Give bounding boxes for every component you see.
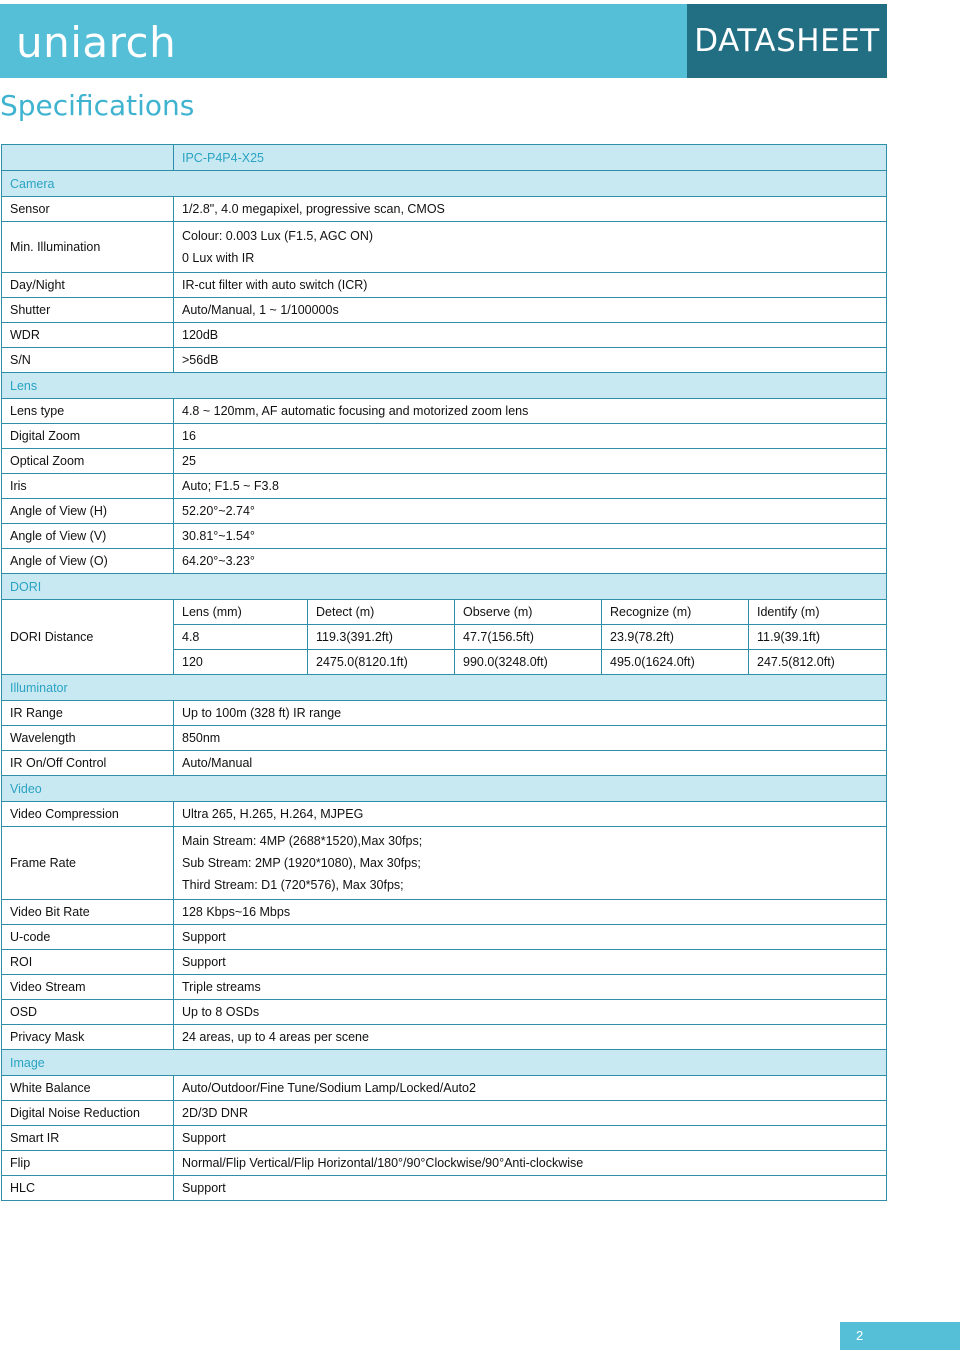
section-title: Lens — [2, 373, 887, 399]
spec-row — [2, 751, 887, 776]
page-number: 2 — [840, 1322, 960, 1350]
spec-row — [2, 222, 887, 273]
spec-value-line: Sub Stream: 2MP (1920*1080), Max 30fps; — [182, 856, 421, 870]
dori-cell: 11.9(39.1ft) — [749, 625, 887, 650]
dori-column-header: Lens (mm) — [174, 600, 308, 625]
dori-label: DORI Distance — [2, 600, 174, 675]
spec-label: Flip — [2, 1151, 174, 1176]
spec-label: Privacy Mask — [2, 1025, 174, 1050]
dori-column-header: Identify (m) — [749, 600, 887, 625]
spec-row — [2, 399, 887, 424]
dori-cell: 990.0(3248.0ft) — [455, 650, 602, 675]
spec-label: Angle of View (V) — [2, 524, 174, 549]
spec-row — [2, 1000, 887, 1025]
spec-value: 128 Kbps~16 Mbps — [174, 900, 887, 925]
spec-row — [2, 524, 887, 549]
section-header-image — [2, 1050, 887, 1076]
spec-label: Min. Illumination — [2, 222, 174, 273]
spec-label: Sensor — [2, 197, 174, 222]
spec-row — [2, 1126, 887, 1151]
spec-row — [2, 1101, 887, 1126]
spec-label: Digital Noise Reduction — [2, 1101, 174, 1126]
spec-label: Smart IR — [2, 1126, 174, 1151]
spec-value: 120dB — [174, 323, 887, 348]
spec-row — [2, 827, 887, 900]
spec-row — [2, 950, 887, 975]
spec-row — [2, 549, 887, 574]
spec-label: Video Stream — [2, 975, 174, 1000]
spec-row — [2, 298, 887, 323]
spec-value: Triple streams — [174, 975, 887, 1000]
spec-value: 52.20°~2.74° — [174, 499, 887, 524]
dori-cell: 47.7(156.5ft) — [455, 625, 602, 650]
spec-value: Support — [174, 950, 887, 975]
model-name: IPC-P4P4-X25 — [174, 145, 887, 171]
spec-table-body — [2, 145, 887, 1201]
dori-cell: 120 — [174, 650, 308, 675]
spec-value — [174, 827, 887, 900]
spec-label: IR On/Off Control — [2, 751, 174, 776]
spec-value-line: Third Stream: D1 (720*576), Max 30fps; — [182, 878, 404, 892]
spec-value: Auto/Manual — [174, 751, 887, 776]
spec-row — [2, 925, 887, 950]
dori-header-row — [2, 600, 887, 625]
section-header-illuminator — [2, 675, 887, 701]
dori-column-header: Observe (m) — [455, 600, 602, 625]
spec-label: Day/Night — [2, 273, 174, 298]
dori-column-header: Detect (m) — [308, 600, 455, 625]
spec-row — [2, 348, 887, 373]
dori-cell: 119.3(391.2ft) — [308, 625, 455, 650]
spec-value: Normal/Flip Vertical/Flip Horizontal/180°/90°Clockwise/90°Anti-clockwise — [174, 1151, 887, 1176]
spec-label: Angle of View (H) — [2, 499, 174, 524]
spec-value: IR-cut filter with auto switch (ICR) — [174, 273, 887, 298]
spec-value: Support — [174, 1176, 887, 1201]
spec-value: Auto/Outdoor/Fine Tune/Sodium Lamp/Locked/Auto2 — [174, 1076, 887, 1101]
spec-row — [2, 1076, 887, 1101]
spec-value: 30.81°~1.54° — [174, 524, 887, 549]
dori-cell: 2475.0(8120.1ft) — [308, 650, 455, 675]
spec-row — [2, 424, 887, 449]
spec-value — [174, 222, 887, 273]
spec-label: Iris — [2, 474, 174, 499]
section-title: DORI — [2, 574, 887, 600]
spec-row — [2, 323, 887, 348]
section-title: Video — [2, 776, 887, 802]
spec-label: Angle of View (O) — [2, 549, 174, 574]
dori-cell: 495.0(1624.0ft) — [602, 650, 749, 675]
section-title: Illuminator — [2, 675, 887, 701]
spec-value: Auto; F1.5 ~ F3.8 — [174, 474, 887, 499]
spec-label: Wavelength — [2, 726, 174, 751]
spec-value: Up to 100m (328 ft) IR range — [174, 701, 887, 726]
spec-row — [2, 1176, 887, 1201]
dori-cell: 4.8 — [174, 625, 308, 650]
spec-row — [2, 449, 887, 474]
spec-value: 1/2.8", 4.0 megapixel, progressive scan, CMOS — [174, 197, 887, 222]
spec-label: Optical Zoom — [2, 449, 174, 474]
model-row — [2, 145, 887, 171]
spec-label: OSD — [2, 1000, 174, 1025]
spec-label: Shutter — [2, 298, 174, 323]
dori-cell: 247.5(812.0ft) — [749, 650, 887, 675]
model-row-empty — [2, 145, 174, 171]
spec-row — [2, 273, 887, 298]
spec-value: 2D/3D DNR — [174, 1101, 887, 1126]
section-header-dori — [2, 574, 887, 600]
spec-table — [1, 144, 887, 1201]
spec-label: S/N — [2, 348, 174, 373]
section-title: Camera — [2, 171, 887, 197]
spec-row — [2, 499, 887, 524]
spec-value: 16 — [174, 424, 887, 449]
spec-value: Up to 8 OSDs — [174, 1000, 887, 1025]
spec-value: Support — [174, 925, 887, 950]
spec-row — [2, 1025, 887, 1050]
spec-row — [2, 802, 887, 827]
spec-label: Digital Zoom — [2, 424, 174, 449]
section-header-camera — [2, 171, 887, 197]
spec-value: 24 areas, up to 4 areas per scene — [174, 1025, 887, 1050]
spec-row — [2, 1151, 887, 1176]
spec-label: IR Range — [2, 701, 174, 726]
spec-value-line: Main Stream: 4MP (2688*1520),Max 30fps; — [182, 834, 423, 848]
spec-value: 25 — [174, 449, 887, 474]
spec-row — [2, 197, 887, 222]
spec-value: Auto/Manual, 1 ~ 1/100000s — [174, 298, 887, 323]
spec-row — [2, 900, 887, 925]
spec-value: 64.20°~3.23° — [174, 549, 887, 574]
page-title: Specifications — [0, 89, 195, 122]
spec-row — [2, 701, 887, 726]
spec-label: Video Compression — [2, 802, 174, 827]
spec-value: 4.8 ~ 120mm, AF automatic focusing and motorized zoom lens — [174, 399, 887, 424]
spec-value-line: Colour: 0.003 Lux (F1.5, AGC ON) — [182, 229, 374, 243]
spec-row — [2, 975, 887, 1000]
datasheet-label: DATASHEET — [687, 4, 887, 78]
spec-value: 850nm — [174, 726, 887, 751]
dori-cell: 23.9(78.2ft) — [602, 625, 749, 650]
spec-row — [2, 726, 887, 751]
section-header-lens — [2, 373, 887, 399]
section-header-video — [2, 776, 887, 802]
spec-label: ROI — [2, 950, 174, 975]
spec-value-line: 0 Lux with IR — [182, 251, 255, 265]
spec-label: Lens type — [2, 399, 174, 424]
spec-label: U-code — [2, 925, 174, 950]
spec-value: >56dB — [174, 348, 887, 373]
spec-label: White Balance — [2, 1076, 174, 1101]
spec-value: Support — [174, 1126, 887, 1151]
dori-column-header: Recognize (m) — [602, 600, 749, 625]
section-title: Image — [2, 1050, 887, 1076]
spec-label: HLC — [2, 1176, 174, 1201]
spec-value: Ultra 265, H.265, H.264, MJPEG — [174, 802, 887, 827]
spec-label: WDR — [2, 323, 174, 348]
spec-label: Video Bit Rate — [2, 900, 174, 925]
spec-row — [2, 474, 887, 499]
brand-logo: uniarch — [16, 18, 177, 67]
spec-label: Frame Rate — [2, 827, 174, 900]
